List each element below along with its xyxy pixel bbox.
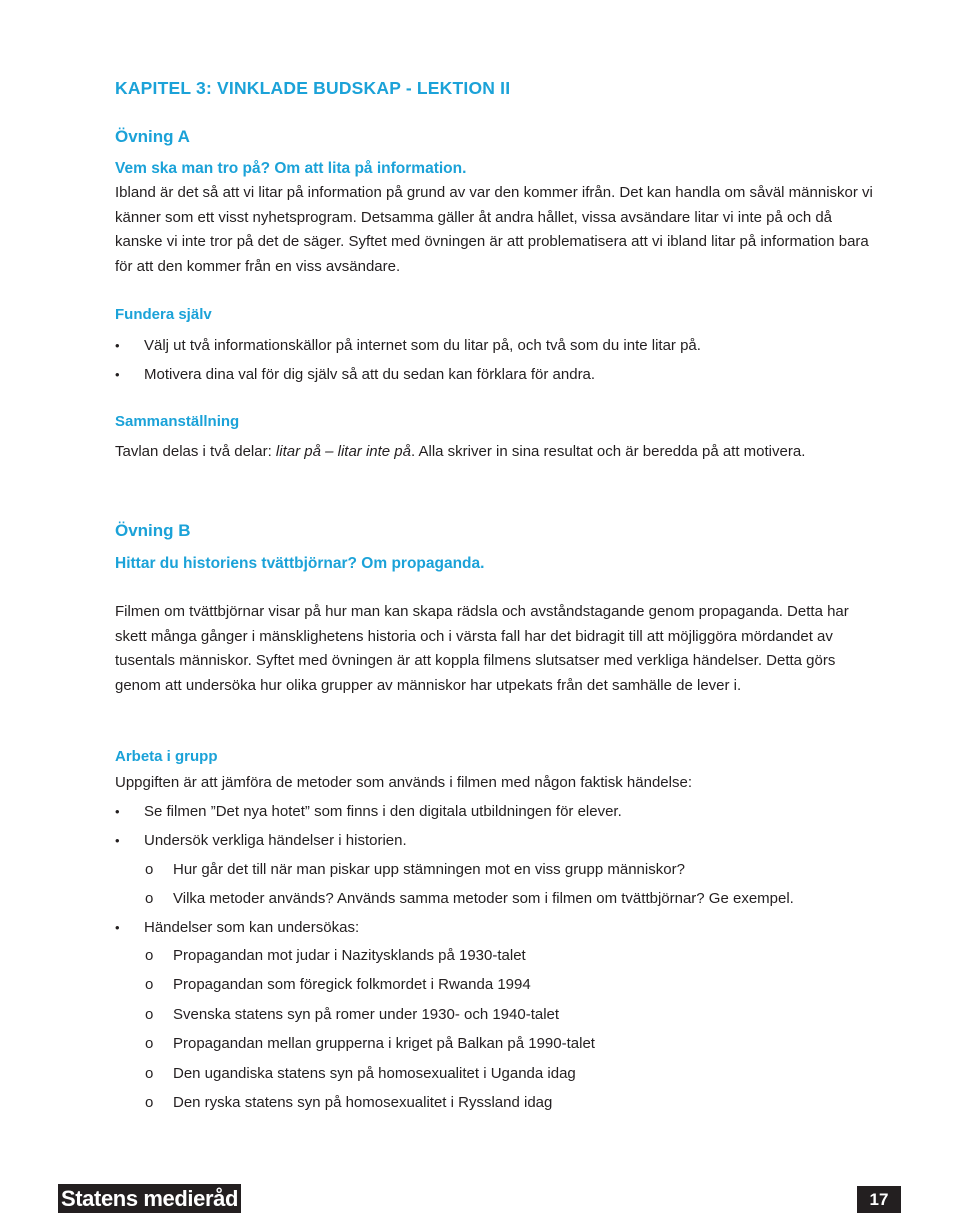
sub-list-item (115, 1033, 595, 1062)
summary-suffix: . Alla skriver in sina resultat och är beredda på att motivera. (411, 443, 806, 460)
sub-list-item (115, 945, 595, 974)
bullet-icon: • (115, 833, 120, 848)
sub-list-item-text: Hur går det till när man piskar upp stämningen mot en viss grupp människor? (173, 861, 685, 878)
circle-bullet-icon: o (145, 1064, 154, 1082)
exercise-a-title: Övning A (115, 127, 190, 146)
page-number: 17 (857, 1186, 901, 1213)
list-item-text: Motivera dina val för dig själv så att du sedan kan förklara för andra. (144, 366, 596, 383)
summary-italic: litar på – litar inte på (275, 443, 411, 460)
bullet-icon: • (115, 367, 120, 382)
sub-list-item (115, 1004, 595, 1033)
sub-list-item-text: Propagandan som föregick folkmordet i Rwanda 1994 (173, 976, 531, 994)
think-list (115, 335, 701, 393)
list-item (115, 917, 359, 946)
group-intro: Uppgiften är att jämföra de metoder som används i filmen med någon faktisk händelse: (115, 774, 692, 791)
sub-list-item-text: Den ryska statens syn på homosexualitet i Ryssland idag (173, 1093, 553, 1111)
bullet-icon: • (115, 920, 120, 935)
sub-list-item (115, 974, 595, 1003)
circle-bullet-icon: o (145, 1005, 154, 1023)
summary-paragraph (115, 440, 875, 465)
exercise-a-paragraph: Ibland är det så att vi litar på information på grund av var den kommer ifrån. Det kan handla om såväl människor vi känner som ett visst nyhetsprogram. Detsamma gäller åt andra hållet, vissa avsändare litar vi inte på och då kanske vi inte tror på det de säger. Syftet med övningen är att problematisera att vi ibland litar på information bara för att den kommer från en viss avsändare. (115, 184, 873, 275)
circle-bullet-icon: o (145, 947, 154, 964)
exercise-b-paragraph: Filmen om tvättbjörnar visar på hur man kan skapa rädsla och avståndstagande genom propaganda. Detta har skett många gånger i mänsklighetens historia och i värsta fall har det bidragit till att möjliggöra mördandet av tusentals människor. Syftet med övningen är att koppla filmens slutsatser med verkliga händelser. Detta görs genom att undersöka hur olika grupper av människor har utpekats från det samhälle de lever i. (115, 603, 849, 694)
exercise-b-subtitle: Hittar du historiens tvättbjörnar? Om propaganda. (115, 555, 485, 572)
list-item-text: Händelser som kan undersökas: (144, 919, 360, 936)
list-item (115, 364, 701, 393)
list-item (115, 830, 622, 859)
bullet-icon: • (115, 804, 120, 819)
summary-prefix: Tavlan delas i två delar: (115, 443, 276, 460)
group-list-1 (115, 801, 622, 859)
list-item-text: Undersök verkliga händelser i historien. (144, 832, 407, 849)
group-sublist-2 (115, 945, 595, 1121)
circle-bullet-icon: o (145, 1093, 154, 1111)
circle-bullet-icon: o (145, 976, 154, 994)
group-heading: Arbeta i grupp (115, 748, 218, 765)
sub-list-item (115, 1092, 595, 1121)
list-item-text: Se filmen ”Det nya hotet” som finns i den digitala utbildningen för elever. (144, 803, 622, 820)
chapter-title: KAPITEL 3: VINKLADE BUDSKAP - LEKTION II (115, 78, 511, 98)
sub-list-item (115, 859, 794, 888)
sub-list-item-text: Den ugandiska statens syn på homosexualitet i Uganda idag (173, 1064, 576, 1082)
sub-list-item-text: Vilka metoder används? Används samma metoder som i filmen om tvättbjörnar? Ge exempel. (173, 890, 794, 908)
sub-list-item-text: Propagandan mellan grupperna i kriget på Balkan på 1990-talet (173, 1035, 595, 1053)
list-item (115, 335, 701, 364)
group-list-2 (115, 917, 359, 946)
sub-list-item-text: Propagandan mot judar i Nazitysklands på 1930-talet (173, 947, 526, 964)
exercise-a-subtitle: Vem ska man tro på? Om att lita på information. (115, 160, 467, 177)
circle-bullet-icon: o (145, 890, 154, 908)
sub-list-item (115, 1063, 595, 1092)
list-item (115, 801, 622, 830)
list-item-text: Välj ut två informationskällor på internet som du litar på, och två som du inte litar på. (144, 337, 701, 354)
exercise-b-title: Övning B (115, 521, 191, 540)
think-heading: Fundera själv (115, 306, 212, 323)
sub-list-item (115, 888, 794, 917)
sub-list-item-text: Svenska statens syn på romer under 1930- och 1940-talet (173, 1005, 560, 1023)
statens-medierad-logo: Statens medieråd (58, 1184, 241, 1213)
circle-bullet-icon: o (145, 1035, 154, 1053)
circle-bullet-icon: o (145, 861, 154, 878)
group-sublist-1 (115, 859, 794, 918)
summary-heading: Sammanställning (115, 413, 240, 430)
bullet-icon: • (115, 338, 120, 353)
